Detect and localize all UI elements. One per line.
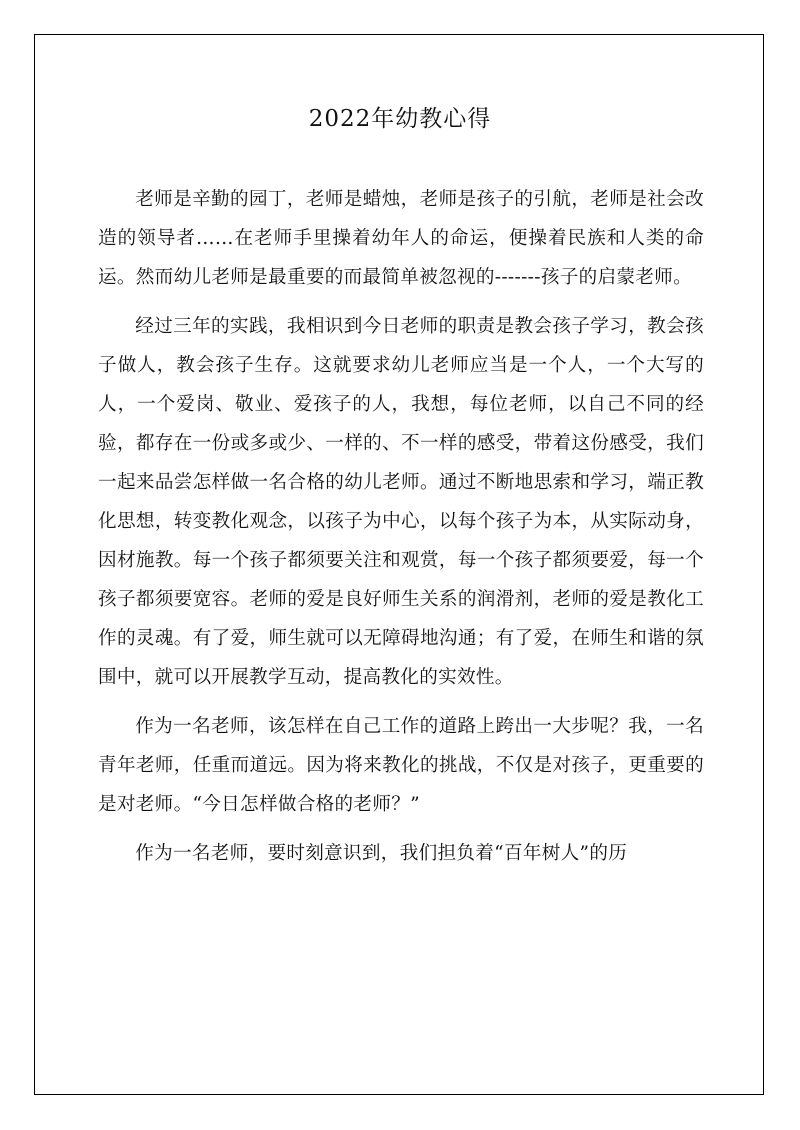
document-body: [98, 180, 704, 883]
paragraph-1: 老师是辛勤的园丁，老师是蜡烛，老师是孩子的引航，老师是社会改造的领导者……在老师手里操着幼年人的命运，便操着民族和人类的命运。然而幼儿老师是最重要的而最简单被忽视的-------孩子的启蒙老师。: [98, 189, 704, 288]
paragraph-3: 作为一名老师，该怎样在自己工作的道路上跨出一大步呢？我，一名青年老师，任重而道远。因为将来教化的挑战，不仅是对孩子，更重要的是对老师。“今日怎样做合格的老师？”: [98, 716, 704, 815]
document-title: 2022年幼教心得: [308, 106, 492, 132]
paragraph-4: 作为一名老师，要时刻意识到，我们担负着“百年树人”的历: [135, 843, 628, 864]
paragraph-2: 经过三年的实践，我相识到今日老师的职责是教会孩子学习，教会孩子做人，教会孩子生存。这就要求幼儿老师应当是一个人，一个大写的人，一个爱岗、敬业、爱孩子的人，我想，每位老师，以自己不同的经验，都存在一份或多或少、一样的、不一样的感受，带着这份感受，我们一起来品尝怎样做一名合格的幼儿老师。通过不断地思索和学习，端正教化思想，转变教化观念，以孩子为中心，以每个孩子为本，从实际动身，因材施教。每一个孩子都须要关注和观赏，每一个孩子都须要爱，每一个孩子都须要宽容。老师的爱是良好师生关系的润滑剂，老师的爱是教化工作的灵魂。有了爱，师生就可以无障碍地沟通；有了爱，在师生和谐的氛围中，就可以开展教学互动，提高教化的实效性。: [98, 316, 704, 688]
